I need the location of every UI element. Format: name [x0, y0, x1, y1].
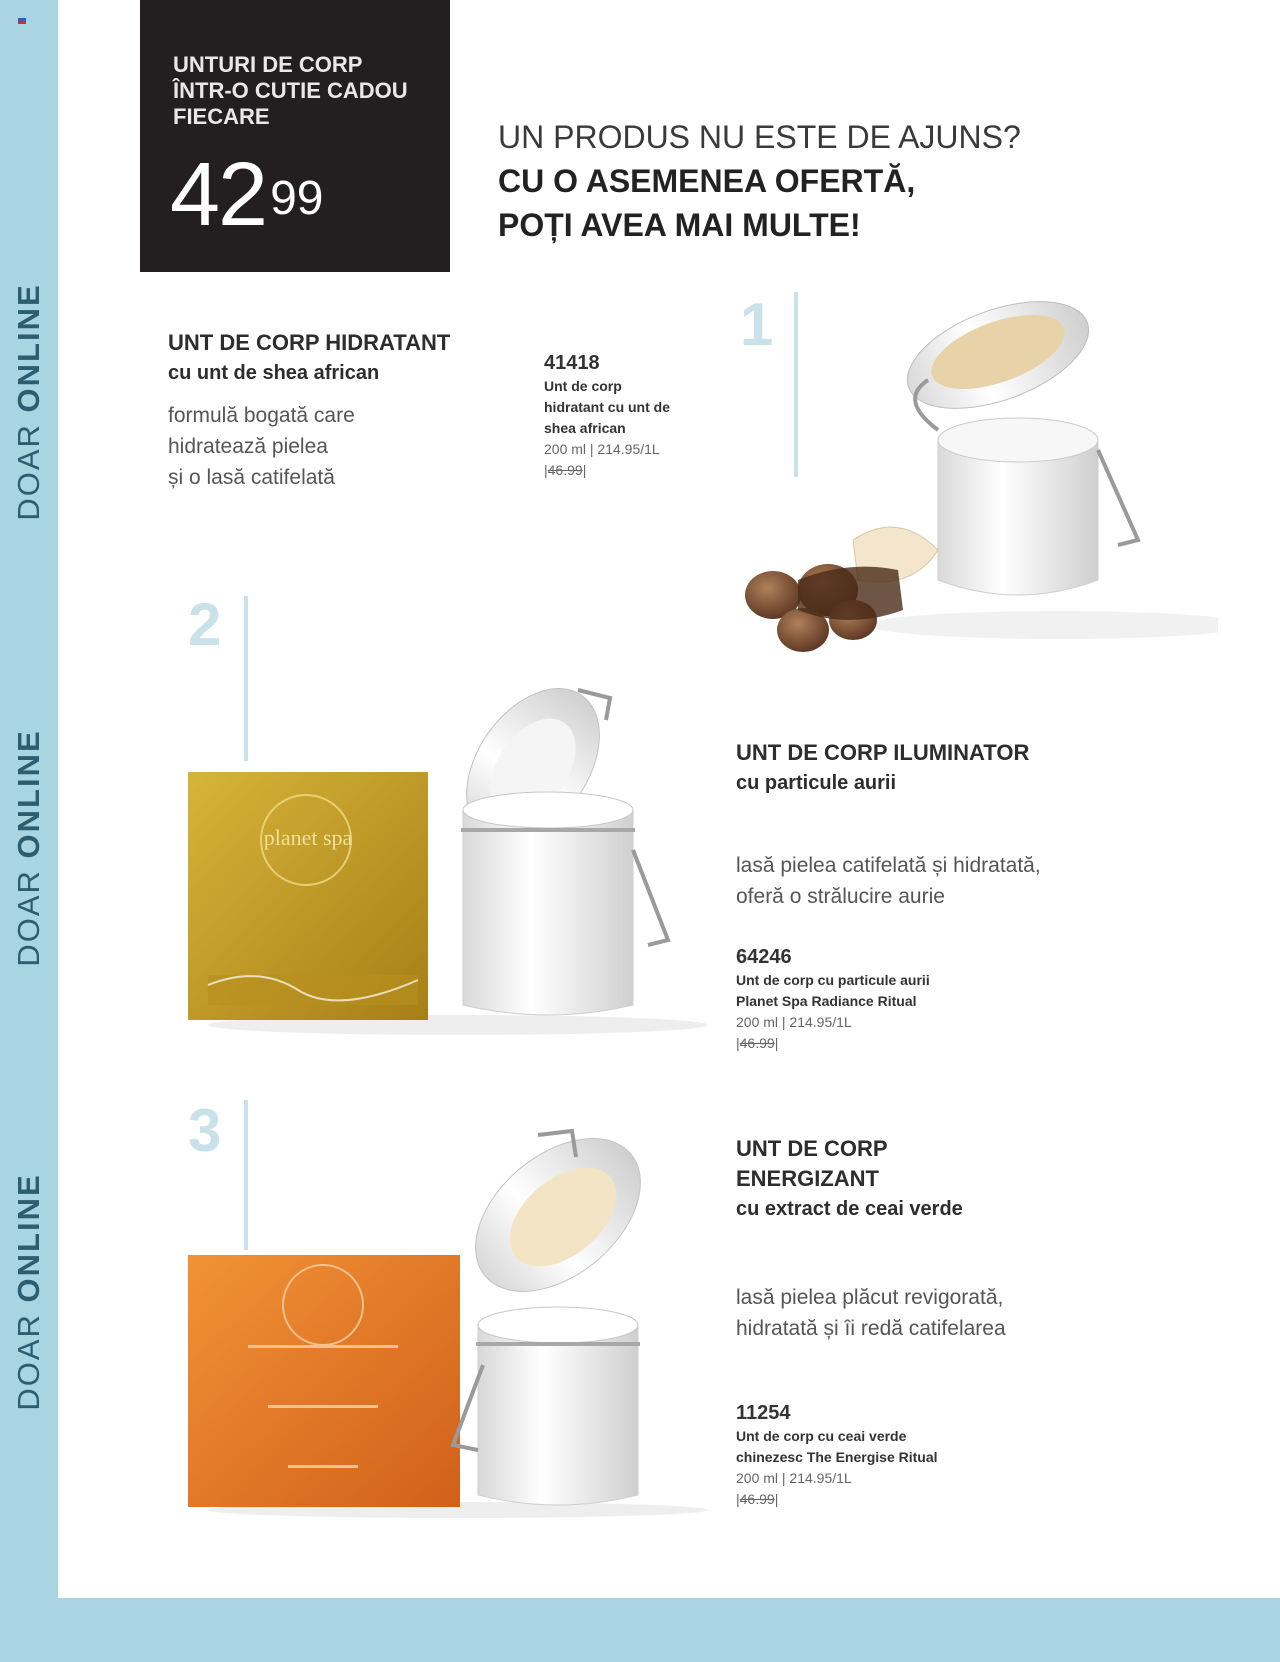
catalog-page: [58, 0, 1280, 1598]
box-logo-text: planet spa: [263, 825, 353, 850]
sidebar-label-online: DOAR ONLINE: [11, 283, 46, 521]
headline: UN PRODUS NU ESTE DE AJUNS? CU O ASEMENEA OFERTĂ, POȚI AVEA MAI MULTE!: [498, 119, 1021, 243]
offer-caption: UNTURI DE CORP ÎNTR-O CUTIE CADOU FIECARE: [173, 52, 408, 129]
product-code-block-3: 11254 Unt de corp cu ceai verde chinezesc The Energise Ritual 200 ml | 214.95/1L |46.99|: [736, 1402, 938, 1507]
flag-icon: [18, 18, 26, 24]
product-title-3: UNT DE CORP ENERGIZANT cu extract de ceai verde: [736, 1136, 963, 1220]
product-number-2: 2: [188, 591, 222, 658]
sidebar: [0, 0, 58, 1598]
product-code-block-2: 64246 Unt de corp cu particule aurii Planet Spa Radiance Ritual 200 ml | 214.95/1L |46.99|: [736, 946, 930, 1051]
energise-ritual-product-image: [178, 1125, 738, 1520]
product-title-1: UNT DE CORP HIDRATANT cu unt de shea african: [168, 330, 451, 384]
sidebar-label-online: DOAR ONLINE: [11, 729, 46, 967]
product-title-2: UNT DE CORP ILUMINATOR cu particule aurii: [736, 740, 1030, 794]
product-desc-3: lasă pielea plăcut revigorată, hidratată și îi redă catifelarea: [736, 1286, 1006, 1340]
product-desc-1: formulă bogată care hidratează pielea și o lasă catifelată: [168, 404, 355, 489]
sidebar-label-online: DOAR ONLINE: [11, 1173, 46, 1411]
product-code-block-1: 41418 Unt de corp hidratant cu unt de shea african 200 ml | 214.95/1L |46.99|: [544, 352, 670, 478]
offer-price: $42^{99}$: [170, 145, 324, 245]
product-number-1: 1: [740, 291, 774, 358]
offer-price-box: [140, 0, 450, 272]
shea-butter-jar-image: [698, 280, 1218, 670]
product-number-3: 3: [188, 1097, 222, 1164]
product-desc-2: lasă pielea catifelată și hidratată, oferă o strălucire aurie: [736, 854, 1041, 908]
radiance-ritual-product-image: [178, 680, 738, 1040]
